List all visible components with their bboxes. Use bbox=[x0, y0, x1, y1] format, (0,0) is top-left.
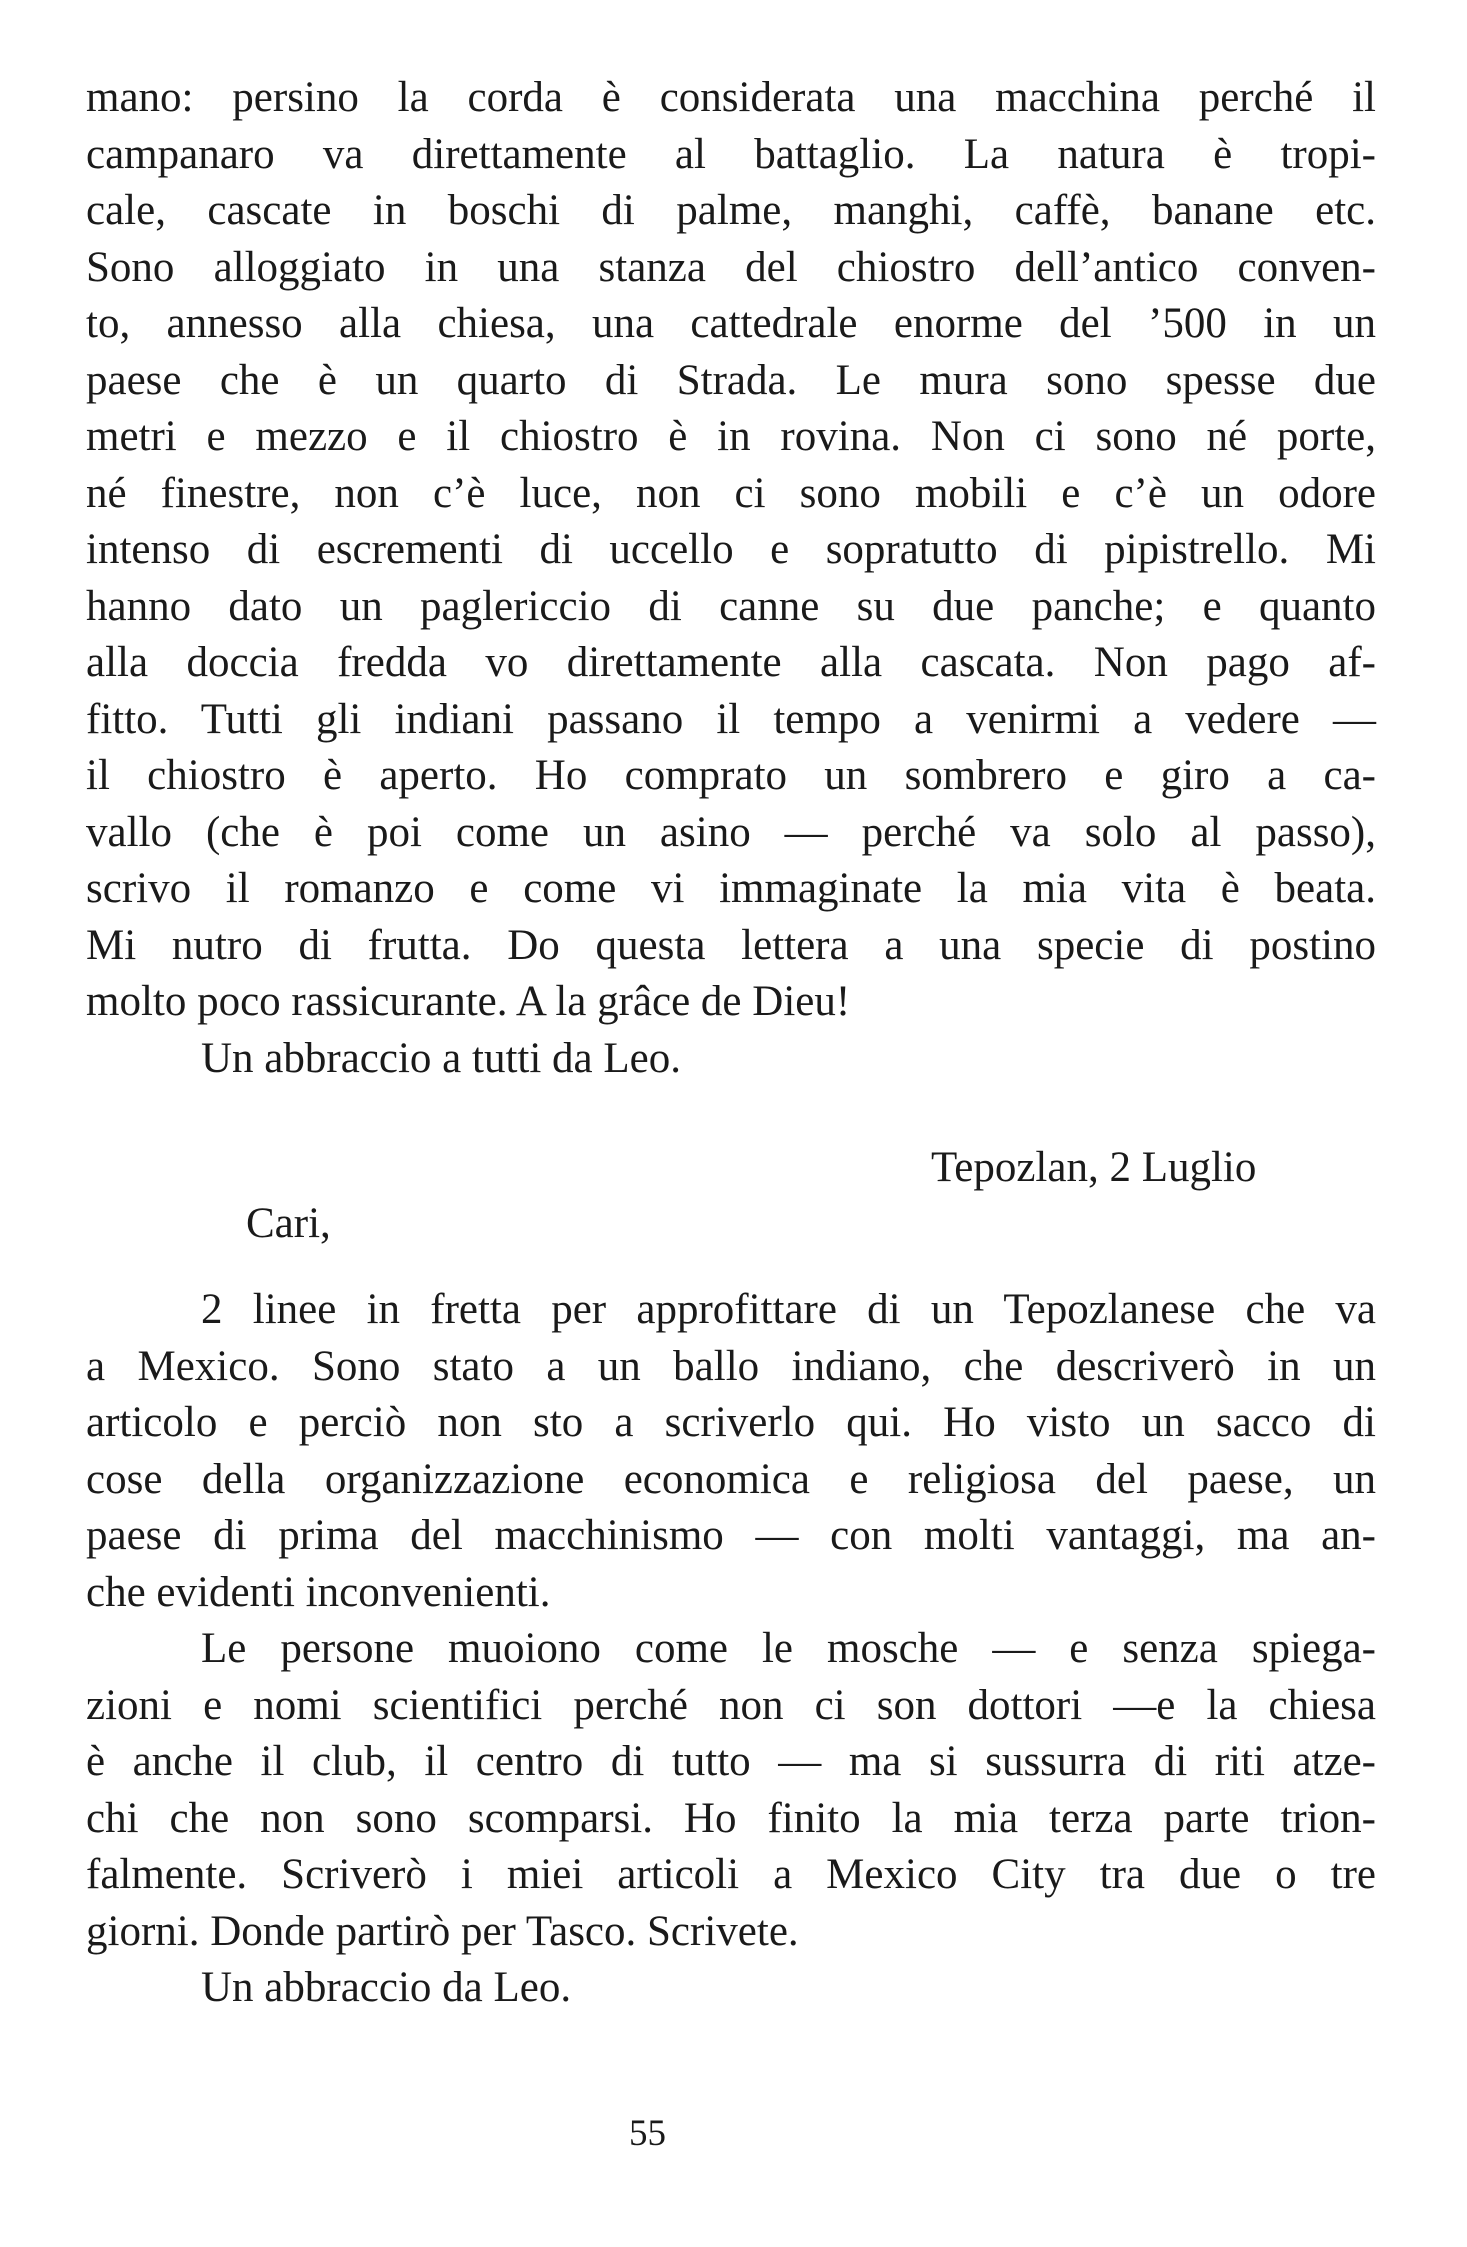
text-line: molto poco rassicurante. A la grâce de Dieu! bbox=[86, 978, 851, 1025]
page-number: 55 bbox=[629, 2113, 666, 2154]
text-line: scrivo il romanzo e come vi immaginate la mia vita è beata. bbox=[86, 865, 1376, 912]
text-line: che evidenti inconvenienti. bbox=[86, 1568, 551, 1616]
text-line: articolo e perciò non sto a scriverlo qui. Ho visto un sacco di bbox=[86, 1399, 1376, 1446]
text-line: 2 linee in fretta per approfittare di un Tepozlanese che va bbox=[201, 1286, 1376, 1333]
text-line: Le persone muoiono come le mosche — e senza spiega- bbox=[201, 1625, 1376, 1672]
text-line: è anche il club, il centro di tutto — ma si sussurra di riti atze- bbox=[86, 1738, 1376, 1785]
text-line: falmente. Scriverò i miei articoli a Mexico City tra due o tre bbox=[86, 1851, 1376, 1898]
letter-2-salutation: Cari, bbox=[246, 1200, 331, 1247]
text-line: vallo (che è poi come un asino — perché va solo al passo), bbox=[86, 808, 1376, 856]
text-line: to, annesso alla chiesa, una cattedrale enorme del ’500 in un bbox=[86, 300, 1376, 347]
text-line: paese che è un quarto di Strada. Le mura sono spesse due bbox=[86, 356, 1376, 404]
text-line: alla doccia fredda vo direttamente alla cascata. Non pago af- bbox=[86, 639, 1376, 686]
text-line: giorni. Donde partirò per Tasco. Scrivete. bbox=[86, 1907, 799, 1955]
text-line: zioni e nomi scientifici perché non ci son dottori —e la chiesa bbox=[86, 1681, 1376, 1729]
text-line: a Mexico. Sono stato a un ballo indiano, che descriverò in un bbox=[86, 1342, 1376, 1390]
text-line: intenso di escrementi di uccello e sopratutto di pipistrello. Mi bbox=[86, 526, 1376, 573]
book-page bbox=[86, 0, 1376, 2247]
text-line: Mi nutro di frutta. Do questa lettera a una specie di postino bbox=[86, 921, 1376, 969]
text-line: metri e mezzo e il chiostro è in rovina. Non ci sono né porte, bbox=[86, 413, 1376, 460]
text-line: Sono alloggiato in una stanza del chiostro dell’antico conven- bbox=[86, 243, 1376, 291]
letter-2-body bbox=[86, 1282, 1376, 2017]
letter-1-closing: Un abbraccio a tutti da Leo. bbox=[201, 1034, 681, 1082]
text-line: né finestre, non c’è luce, non ci sono mobili e c’è un odore bbox=[86, 469, 1376, 517]
text-line: campanaro va direttamente al battaglio. La natura è tropi- bbox=[86, 130, 1376, 178]
text-line: cose della organizzazione economica e religiosa del paese, un bbox=[86, 1455, 1376, 1503]
letter-1-body bbox=[86, 70, 1376, 1087]
letter-2-closing: Un abbraccio da Leo. bbox=[201, 1964, 572, 2011]
text-line: paese di prima del macchinismo — con molti vantaggi, ma an- bbox=[86, 1512, 1376, 1559]
text-line: hanno dato un paglericcio di canne su due panche; e quanto bbox=[86, 582, 1376, 630]
text-line: chi che non sono scomparsi. Ho finito la mia terza parte trion- bbox=[86, 1794, 1376, 1842]
text-line: mano: persino la corda è considerata una macchina perché il bbox=[86, 74, 1376, 121]
letter-2-dateline: Tepozlan, 2 Luglio bbox=[931, 1144, 1257, 1191]
text-line: fitto. Tutti gli indiani passano il tempo a venirmi a vedere — bbox=[86, 695, 1376, 743]
text-line: cale, cascate in boschi di palme, manghi, caffè, banane etc. bbox=[86, 187, 1376, 234]
text-line: il chiostro è aperto. Ho comprato un sombrero e giro a ca- bbox=[86, 752, 1376, 799]
